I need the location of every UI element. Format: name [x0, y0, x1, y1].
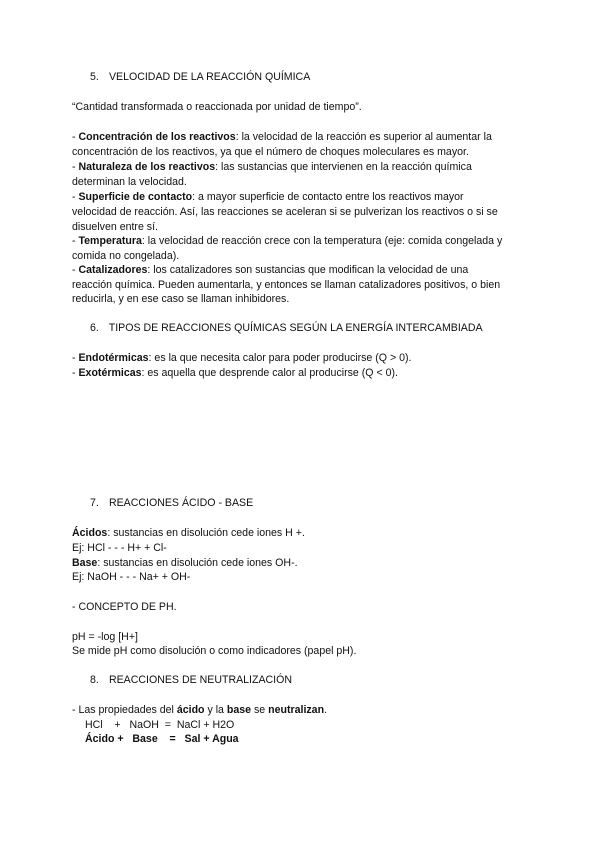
- section-6-heading: [90, 321, 483, 336]
- type-term: Endotérmicas: [78, 352, 149, 364]
- section-number: 6.: [90, 322, 99, 334]
- base-definition: Base: sustancias en disolución cede iones OH-.: [72, 557, 298, 569]
- factor-term: Superficie de contacto: [78, 191, 193, 203]
- section-title: TIPOS DE REACCIONES QUÍMICAS SEGÚN LA ENERGÍA INTERCAMBIADA: [108, 322, 483, 334]
- paragraph-line: velocidad de reacción. Así, las reacciones se aceleran si se pulverizan los reactivos o si se: [72, 206, 498, 218]
- ph-heading: - CONCEPTO DE PH.: [72, 601, 177, 613]
- factor-catalysts: - Catalizadores: los catalizadores son sustancias que modifican la velocidad de una: [72, 264, 469, 276]
- type-endothermic: - Endotérmicas: es la que necesita calor para poder producirse (Q > 0).: [72, 352, 412, 364]
- section-number: 7.: [90, 497, 99, 509]
- acid-definition: Ácidos: sustancias en disolución cede iones H +.: [72, 527, 305, 539]
- rate-definition: “Cantidad transformada o reaccionada por unidad de tiempo”.: [72, 101, 362, 113]
- factor-term: Temperatura: [78, 235, 142, 247]
- ph-formula: pH = -log [H+]: [72, 631, 138, 643]
- base-term: Base: [72, 557, 98, 569]
- section-8-heading: [90, 673, 292, 688]
- section-number: 8.: [90, 674, 99, 686]
- paragraph-line: reacción química. Pueden aumentarla, y entonces se llaman catalizadores positivos, o bien: [72, 279, 501, 291]
- type-term: Exotérmicas: [78, 367, 142, 379]
- paragraph-line: concentración de los reactivos, ya que el número de choques moleculares es mayor.: [72, 146, 469, 158]
- paragraph-line: disuelven entre sí.: [72, 221, 158, 233]
- acid-example: Ej: HCl - - - H+ + Cl-: [72, 542, 167, 554]
- section-number: 5.: [90, 71, 99, 83]
- base-example: Ej: NaOH - - - Na+ + OH-: [72, 571, 191, 583]
- section-title: VELOCIDAD DE LA REACCIÓN QUÍMICA: [108, 71, 311, 83]
- section-title: REACCIONES DE NEUTRALIZACIÓN: [108, 674, 293, 686]
- factor-term: Naturaleza de los reactivos: [78, 161, 216, 173]
- factor-concentration: - Concentración de los reactivos: la velocidad de la reacción es superior al aumentar la: [72, 131, 492, 143]
- type-exothermic: - Exotérmicas: es aquella que desprende calor al producirse (Q < 0).: [72, 367, 398, 379]
- acid-term: Ácidos: [72, 527, 108, 539]
- section-7-heading: [90, 496, 253, 511]
- paragraph-line: determinan la velocidad.: [72, 176, 187, 188]
- paragraph-line: reducirla, y en ese caso se llaman inhibidores.: [72, 293, 290, 305]
- neutralization-intro: - Las propiedades del ácido y la base se neutralizan.: [72, 704, 328, 716]
- factor-term: Concentración de los reactivos: [78, 131, 236, 143]
- neutralization-word-equation: Ácido + Base = Sal + Agua: [85, 733, 239, 745]
- factor-nature: - Naturaleza de los reactivos: las sustancias que intervienen en la reacción química: [72, 161, 472, 173]
- section-title: REACCIONES ÁCIDO - BASE: [108, 497, 254, 509]
- neutralization-equation: HCl + NaOH = NaCl + H2O: [85, 719, 235, 731]
- section-5-heading: [90, 70, 310, 85]
- paragraph-line: comida no congelada).: [72, 250, 180, 262]
- factor-temperature: - Temperatura: la velocidad de reacción crece con la temperatura (eje: comida congelada y: [72, 235, 503, 247]
- ph-note: Se mide pH como disolución o como indicadores (papel pH).: [72, 645, 357, 657]
- factor-term: Catalizadores: [78, 264, 148, 276]
- factor-surface: - Superficie de contacto: a mayor superficie de contacto entre los reactivos mayor: [72, 191, 464, 203]
